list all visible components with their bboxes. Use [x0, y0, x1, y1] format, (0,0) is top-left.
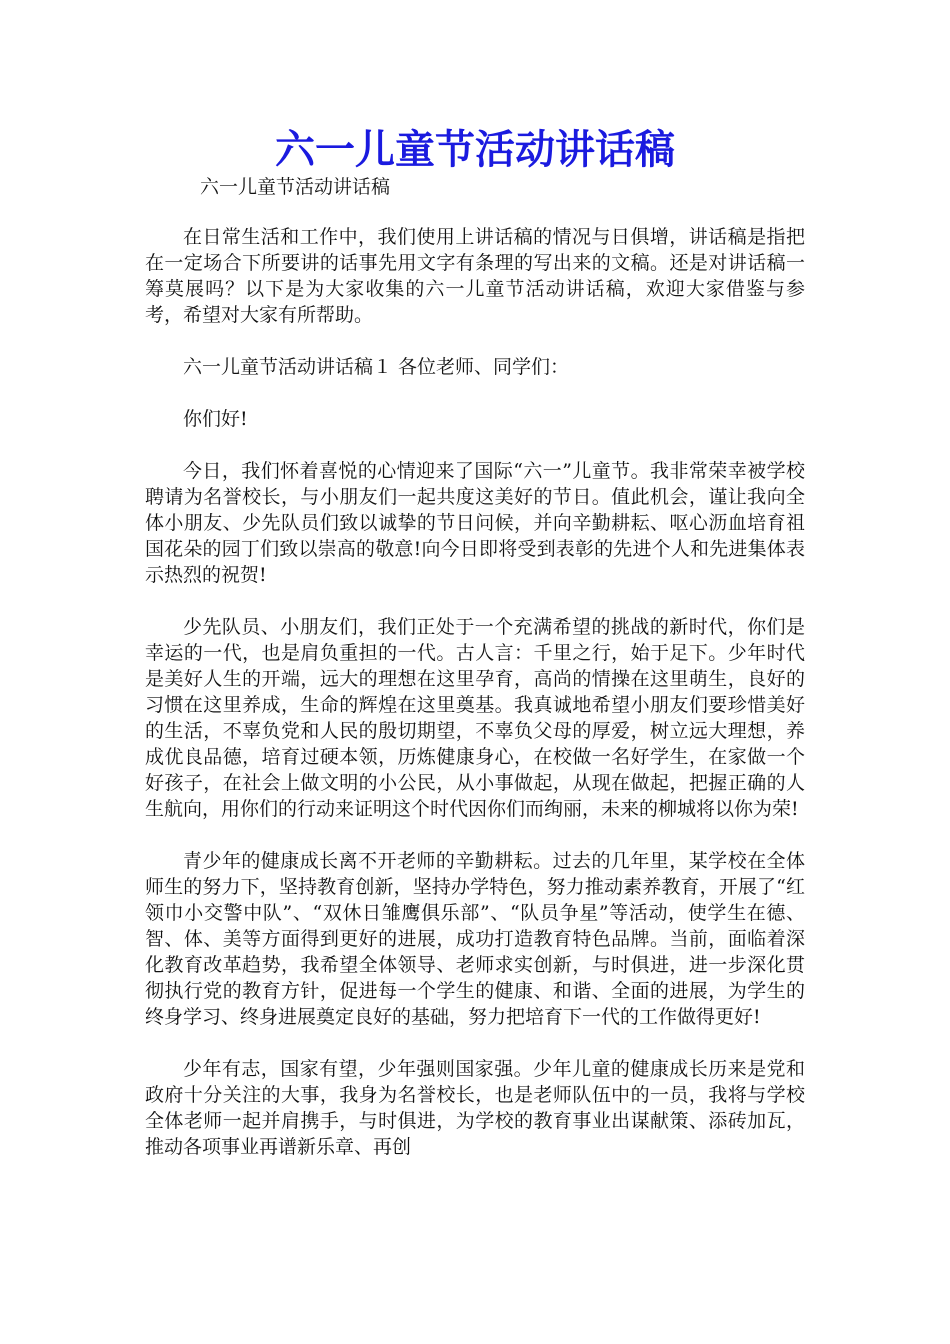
paragraph-salutation: 六一儿童节活动讲话稿１ 各位老师、同学们： — [183, 356, 570, 378]
paragraph-closing: 少年有志，国家有望，少年强则国家强。少年儿童的健康成长历来是党和政府十分关注的大事，我身为名誉校长，也是老师队伍中的一员，我将与学校全体老师一起并肩携手，与时俱进，为学校的教育事业出谋献策、添砖加瓦，推动各项事业再谱新乐章、再创 — [145, 1058, 805, 1158]
document-body — [145, 224, 805, 1186]
paragraph-holiday: 今日，我们怀着喜悦的心情迎来了国际“六一”儿童节。我非常荣幸被学校聘请为名誉校长，与小朋友们一起共度这美好的节日。值此机会，谨让我向全体小朋友、少先队员们致以诚挚的节日问候，并向辛勤耕耘、呕心沥血培育祖国花朵的园丁们致以崇高的敬意!向今日即将受到表彰的先进个人和先进集体表示热烈的祝贺! — [145, 460, 805, 586]
paragraph-teachers: 青少年的健康成长离不开老师的辛勤耕耘。过去的几年里，某学校在全体师生的努力下，坚持教育创新，坚持办学特色，努力推动素养教育，开展了“红领巾小交警中队”、“双休日雏鹰俱乐部”、“队员争星”等活动，使学生在德、智、体、美等方面得到更好的进展，成功打造教育特色品牌。当前，面临着深化教育改革趋势，我希望全体领导、老师求实创新，与时俱进，进一步深化贯彻执行党的教育方针，促进每一个学生的健康、和谐、全面的进展，为学生的终身学习、终身进展奠定良好的基础，努力把培育下一代的工作做得更好! — [145, 850, 805, 1028]
document-subtitle: 六一儿童节活动讲话稿 — [200, 176, 391, 198]
paragraph-greeting: 你们好! — [183, 408, 248, 430]
paragraph-intro: 在日常生活和工作中，我们使用上讲话稿的情况与日俱增，讲话稿是指把在一定场合下所要讲的话事先用文字有条理的写出来的文稿。还是对讲话稿一筹莫展吗？以下是为大家收集的六一儿童节活动讲话稿，欢迎大家借鉴与参考，希望对大家有所帮助。 — [145, 226, 805, 326]
paragraph-youth: 少先队员、小朋友们，我们正处于一个充满希望的挑战的新时代，你们是幸运的一代，也是肩负重担的一代。古人言：千里之行，始于足下。少年时代是美好人生的开端，远大的理想在这里孕育，高尚的情操在这里萌生，良好的习惯在这里养成，生命的辉煌在这里奠基。我真诚地希望小朋友们要珍惜美好的生活，不辜负党和人民的殷切期望，不辜负父母的厚爱，树立远大理想，养成优良品德，培育过硬本领，历炼健康身心，在校做一名好学生，在家做一个好孩子，在社会上做文明的小公民，从小事做起，从现在做起，把握正确的人生航向，用你们的行动来证明这个时代因你们而绚丽，未来的柳城将以你为荣! — [145, 616, 805, 820]
document-title: 六一儿童节活动讲话稿 — [275, 126, 675, 173]
